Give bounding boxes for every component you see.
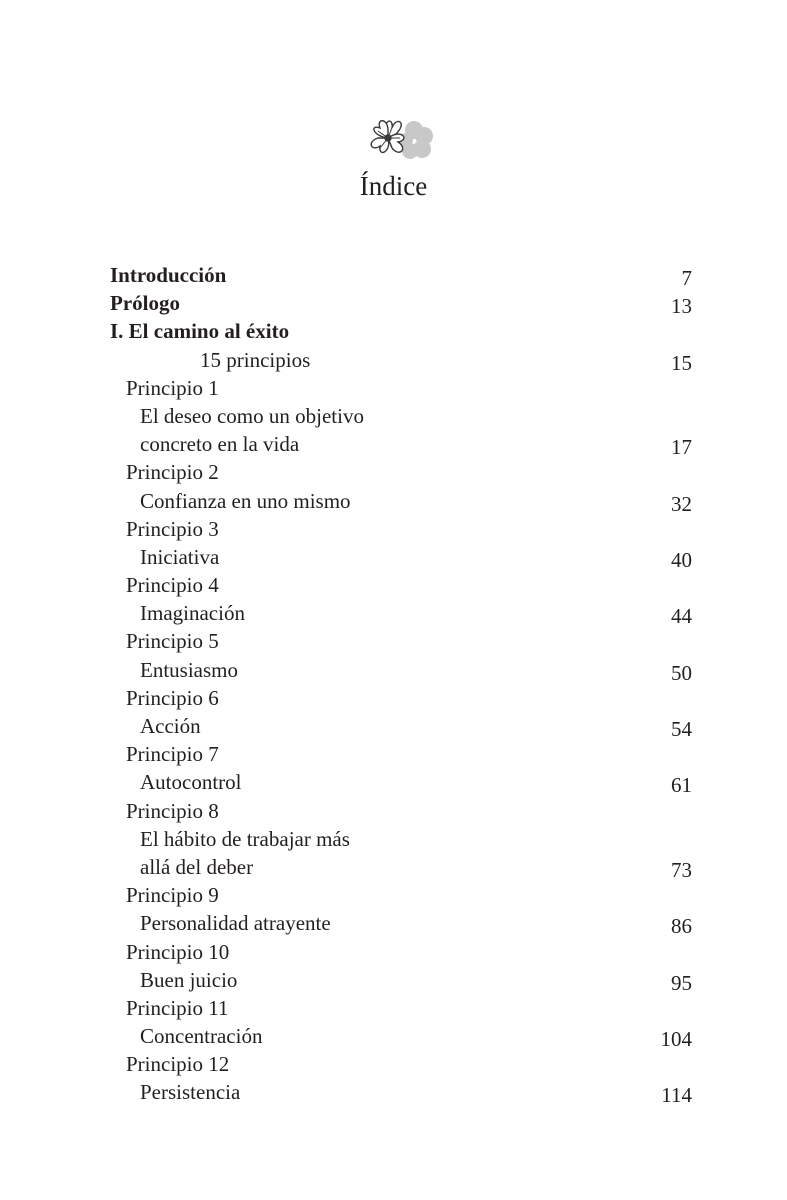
toc-entry	[110, 599, 692, 627]
toc-entry-label: concreto en la vida	[140, 432, 300, 457]
toc-entry-page-number: 50	[671, 660, 692, 685]
toc-entry	[110, 458, 692, 486]
toc-entry-page-number: 61	[671, 773, 692, 798]
toc-entry-label: Autocontrol	[140, 770, 242, 795]
toc-entry-label: El hábito de trabajar más	[140, 826, 350, 851]
toc-entry-page-number: 17	[671, 435, 692, 460]
toc-entry	[110, 402, 692, 430]
toc-entry-page-number: 44	[671, 604, 692, 629]
toc-entry-label: Principio 5	[126, 629, 219, 654]
toc-entry	[110, 1022, 692, 1050]
toc-entry-label: Principio 4	[126, 573, 219, 598]
toc-entry-label: Personalidad atrayente	[140, 911, 331, 936]
toc-entry-page-number: 7	[681, 266, 692, 290]
toc-entry	[110, 994, 692, 1022]
toc-entry	[110, 853, 692, 881]
toc-entry-label: Introducción	[110, 263, 227, 287]
toc-entry-page-number: 104	[660, 1027, 692, 1052]
toc-entry-label: Principio 10	[126, 939, 230, 964]
toc-entry-page-number: 13	[671, 294, 692, 319]
toc-entry-page-number: 73	[671, 857, 692, 882]
toc-entry-page-number: 32	[671, 491, 692, 516]
toc-entry	[110, 1050, 692, 1078]
toc-entry	[110, 346, 692, 374]
toc-entry-label: Principio 8	[126, 798, 219, 823]
table-of-contents	[110, 261, 692, 1107]
toc-entry-label: Imaginación	[140, 601, 245, 626]
toc-entry	[110, 712, 692, 740]
toc-entry-label: Principio 7	[126, 742, 219, 767]
toc-entry-label: Prólogo	[110, 291, 180, 316]
toc-entry	[110, 740, 692, 768]
toc-entry	[110, 543, 692, 571]
toc-entry	[110, 656, 692, 684]
toc-entry	[110, 938, 692, 966]
toc-entry-label: allá del deber	[140, 854, 254, 879]
toc-entry	[110, 261, 692, 289]
toc-entry	[110, 966, 692, 994]
toc-entry-page-number: 114	[661, 1083, 692, 1108]
toc-entry	[110, 768, 692, 796]
toc-entry-label: 15 principios	[200, 347, 311, 372]
toc-entry	[110, 627, 692, 655]
toc-entry	[110, 684, 692, 712]
toc-entry	[110, 1078, 692, 1106]
toc-entry	[110, 571, 692, 599]
toc-entry-label: Confianza en uno mismo	[140, 488, 351, 513]
toc-entry-label: Persistencia	[140, 1080, 241, 1105]
toc-entry-label: Principio 11	[126, 995, 229, 1020]
toc-entry	[110, 909, 692, 937]
toc-entry-page-number: 54	[671, 717, 692, 741]
toc-entry-page-number: 15	[671, 350, 692, 375]
toc-entry-label: Concentración	[140, 1024, 263, 1049]
toc-entry	[110, 515, 692, 543]
toc-entry-label: Principio 9	[126, 883, 219, 908]
toc-entry-label: I. El camino al éxito	[110, 319, 290, 344]
toc-entry-page-number: 86	[671, 914, 692, 939]
page-title: Índice	[359, 171, 428, 201]
toc-entry-label: Acción	[140, 714, 201, 738]
toc-entry-label: Buen juicio	[140, 967, 238, 992]
toc-entry-label: Principio 6	[126, 685, 219, 710]
toc-entry	[110, 317, 692, 345]
toc-entry-label: El deseo como un objetivo	[140, 403, 364, 428]
toc-entry-label: Iniciativa	[140, 544, 220, 569]
toc-entry-label: Principio 1	[126, 375, 219, 400]
toc-entry	[110, 430, 692, 458]
toc-entry	[110, 374, 692, 402]
flower-ornament-icon	[366, 114, 438, 162]
toc-entry	[110, 881, 692, 909]
toc-entry-label: Principio 12	[126, 1052, 230, 1077]
toc-entry-label: Entusiasmo	[140, 657, 238, 682]
toc-entry-page-number: 40	[671, 547, 692, 572]
toc-entry-page-number: 95	[671, 970, 692, 995]
toc-entry	[110, 289, 692, 317]
toc-entry	[110, 825, 692, 853]
toc-entry	[110, 487, 692, 515]
toc-entry-label: Principio 3	[126, 516, 219, 541]
toc-entry-label: Principio 2	[126, 460, 219, 485]
toc-entry	[110, 797, 692, 825]
